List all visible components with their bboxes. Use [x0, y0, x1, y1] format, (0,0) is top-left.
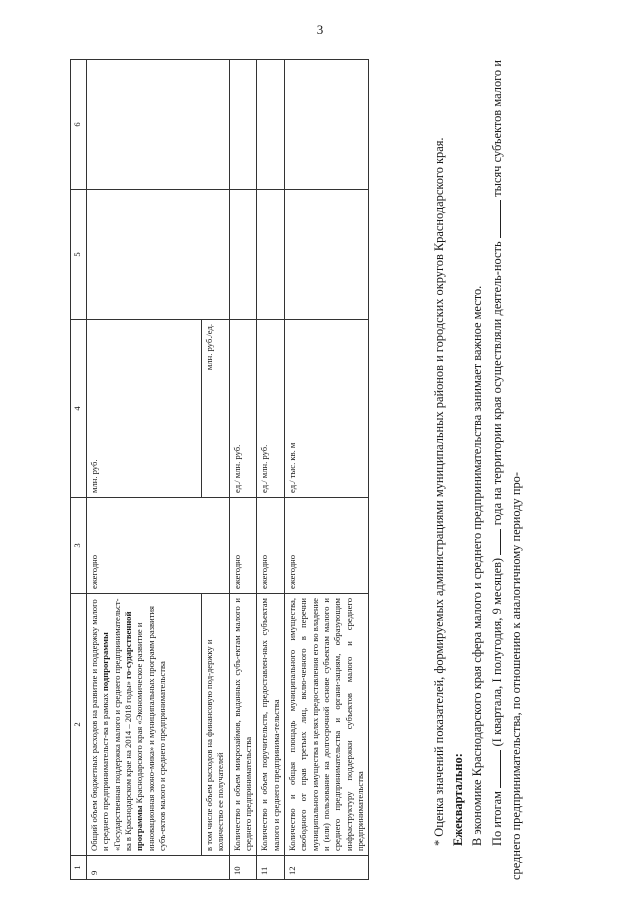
value-cell [285, 60, 369, 190]
frequency-cell: ежегодно [229, 498, 257, 594]
unit-text: млн. руб. [89, 459, 99, 493]
frequency-cell: ежегодно [87, 498, 230, 594]
blank-field [490, 529, 501, 555]
value-cell [87, 60, 230, 190]
unit-cell [87, 320, 230, 498]
unit-cell: ед./ млн. руб. [229, 320, 257, 498]
indicator-text: Количество и объем поручительств, предоставлен-ных субъектам малого и среднего предпринима-тельства [257, 594, 285, 856]
indicator-subtext: в том числе объем расходов на финансовую под-держку и количество ее получателей [201, 594, 229, 855]
indicator-text: Общий объем бюджетных расходов на развитие и поддержку малого и среднего предпринимательст-ва в рамках подпрограммы «Государственная поддержка малого и среднего предпринимательст-ва в Краснодарском крае на 2014 – 2018 годы» го-сударственной программы Краснодарского края «Экономическое развитие и инновационная эконо-мика» и муниципальных программ развития субъ-ектов малого и среднего предпринимательства [89, 598, 168, 851]
indicators-table [70, 59, 369, 880]
table-row [285, 60, 369, 880]
value-cell [257, 190, 285, 320]
indicator-cell [87, 594, 230, 856]
row-number: 10 [229, 856, 257, 880]
table-header-row [71, 60, 87, 880]
page-number: 3 [316, 22, 324, 37]
indicator-text: Количество и объем микрозаймов, выданных субъ-ектам малого и среднего предпринимательства [229, 594, 257, 856]
table-row [229, 60, 257, 880]
unit-subtext: млн. руб./ед. [201, 320, 217, 497]
row-number: 11 [257, 856, 285, 880]
table-row [257, 60, 285, 880]
quarterly-heading: Ежеквартально: [451, 753, 466, 846]
indicator-text: Количество и общая площадь муниципального имущества, свободного от прав третьих лиц, вклю-ченного в перечни муниципального имущества в целях предоставления его во владение и (или) пользование на долгосрочной основе субъектам малого и среднего предпринимательства и органи-зациям, образующим инфраструктуру поддержки субъектов малого и среднего предпринимательства [285, 594, 369, 856]
value-cell [257, 60, 285, 190]
value-cell [87, 190, 230, 320]
table-row [87, 60, 230, 880]
value-cell [229, 190, 257, 320]
header-cell: 5 [71, 190, 87, 320]
header-cell: 3 [71, 498, 87, 594]
header-cell: 2 [71, 594, 87, 856]
value-cell [229, 60, 257, 190]
blank-field [490, 200, 501, 238]
footnote: * Оценка значений показателей, формируемых администрациями муниципальных районов и городских округов Краснодарского края. [432, 137, 446, 846]
rotated-content [70, 40, 630, 880]
notes-section [430, 60, 526, 880]
frequency-cell: ежегодно [257, 498, 285, 594]
header-cell: 6 [71, 60, 87, 190]
note-line: По итогам (I квартала, I полугодия, 9 месяцев) года на территории края осуществляли деятель-ность тысяч субъектов малого и среднего предпринимательства, по отношению к аналогичному периоду про- [489, 59, 523, 880]
row-number: 12 [285, 856, 369, 880]
unit-cell: ед./ млн. руб. [257, 320, 285, 498]
unit-cell: ед./ тыс. кв. м [285, 320, 369, 498]
header-cell: 1 [71, 856, 87, 880]
row-number: 9 [87, 856, 230, 880]
value-cell [285, 190, 369, 320]
frequency-cell: ежегодно [285, 498, 369, 594]
note-line: В экономике Краснодарского края сфера малого и среднего предпринимательства занимает важное место. [470, 285, 485, 846]
header-cell: 4 [71, 320, 87, 498]
blank-field [490, 750, 501, 788]
